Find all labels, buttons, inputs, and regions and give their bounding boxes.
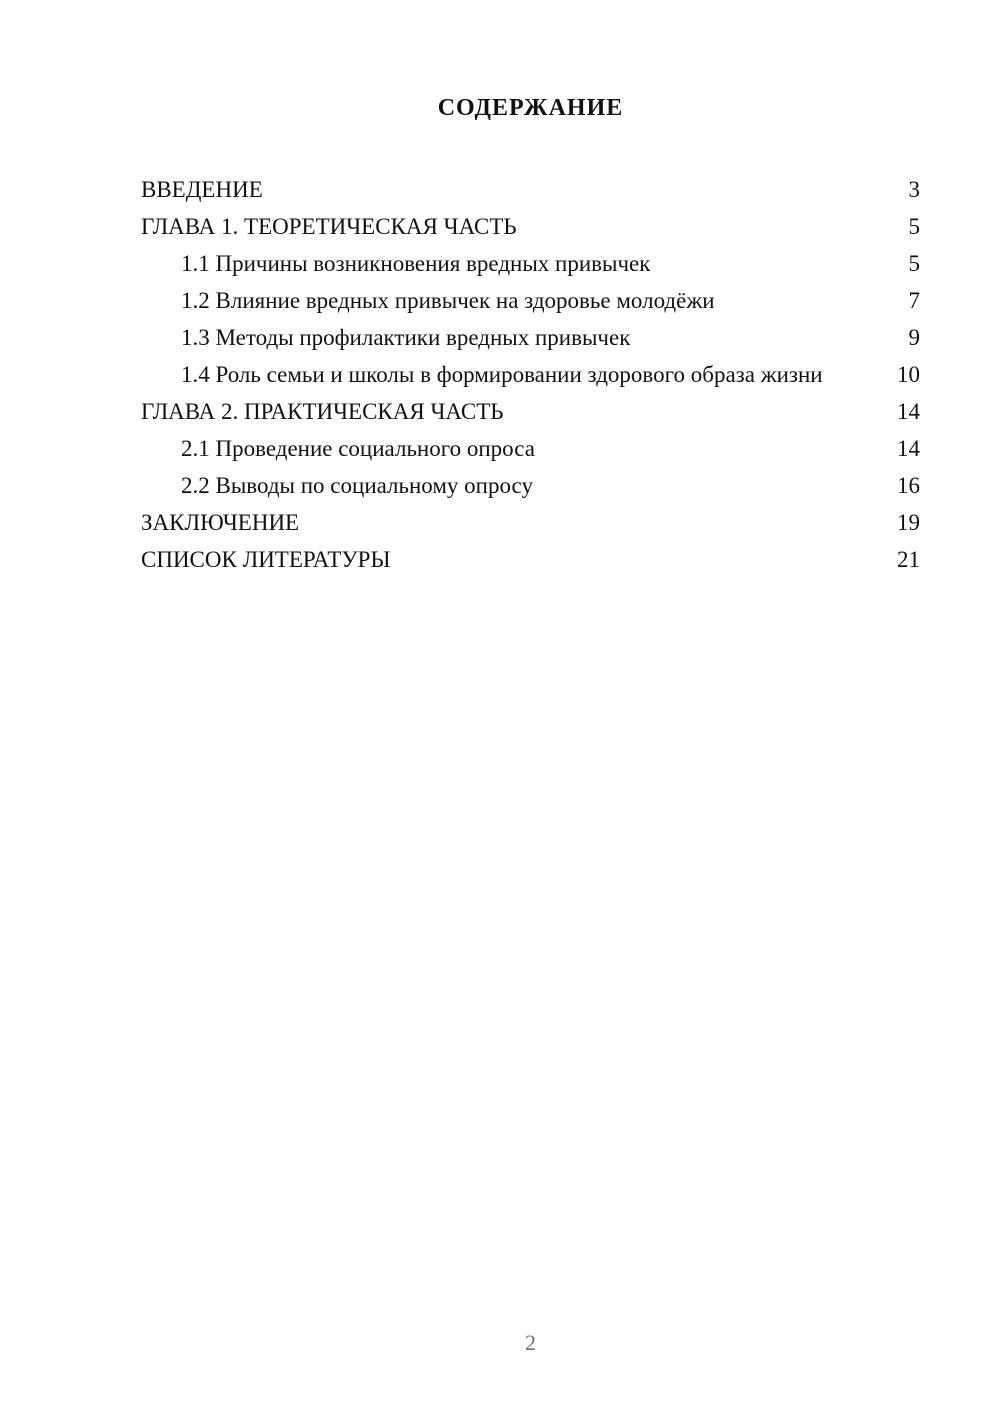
toc-entry-section-1-2 <box>141 285 920 316</box>
toc-entry-label: СПИСОК ЛИТЕРАТУРЫ <box>141 547 391 572</box>
toc-entry-label: 2.2 Выводы по социальному опросу <box>181 473 533 498</box>
toc-entry-page: 7 <box>908 288 920 313</box>
toc-entry-label: ГЛАВА 2. ПРАКТИЧЕСКАЯ ЧАСТЬ <box>141 399 504 424</box>
toc-entry-page: 9 <box>908 325 920 350</box>
page-title: СОДЕРЖАНИЕ <box>437 95 624 121</box>
toc-entry-conclusion <box>141 507 920 538</box>
toc-entry-page: 14 <box>897 436 920 461</box>
toc-entry-page: 21 <box>897 547 920 572</box>
toc-entry-section-1-3 <box>141 322 920 353</box>
toc-entry-page: 16 <box>897 473 920 498</box>
toc-entry-page: 14 <box>897 399 920 424</box>
toc-entry-label: 1.2 Влияние вредных привычек на здоровье молодёжи <box>181 288 715 313</box>
toc-entry-label: ГЛАВА 1. ТЕОРЕТИЧЕСКАЯ ЧАСТЬ <box>141 214 517 239</box>
toc-entry-section-1-1 <box>141 248 920 279</box>
toc-entry-label: 2.1 Проведение социального опроса <box>181 436 535 461</box>
toc-entry-page: 19 <box>897 510 920 535</box>
toc-entry-section-2-1 <box>141 433 920 464</box>
toc-entry-label: ВВЕДЕНИЕ <box>141 177 263 202</box>
toc-entry-label: 1.4 Роль семьи и школы в формировании здорового образа жизни <box>181 362 823 387</box>
toc-entry-page: 3 <box>908 177 920 202</box>
toc-entry-section-2-2 <box>141 470 920 501</box>
toc-entry-introduction <box>141 174 920 205</box>
toc-entry-label: 1.1 Причины возникновения вредных привычек <box>181 251 651 276</box>
toc-entry-section-1-4 <box>141 359 920 390</box>
toc-entry-chapter-2 <box>141 396 920 427</box>
toc-entry-bibliography <box>141 544 920 575</box>
table-of-contents <box>141 174 920 575</box>
toc-entry-page: 5 <box>908 251 920 276</box>
toc-entry-page: 10 <box>897 362 920 387</box>
toc-entry-label: 1.3 Методы профилактики вредных привычек <box>181 325 631 350</box>
toc-entry-chapter-1 <box>141 211 920 242</box>
toc-entry-page: 5 <box>908 214 920 239</box>
toc-content <box>0 0 1000 575</box>
footer-page-number: 2 <box>525 1330 536 1355</box>
toc-entry-label: ЗАКЛЮЧЕНИЕ <box>141 510 300 535</box>
